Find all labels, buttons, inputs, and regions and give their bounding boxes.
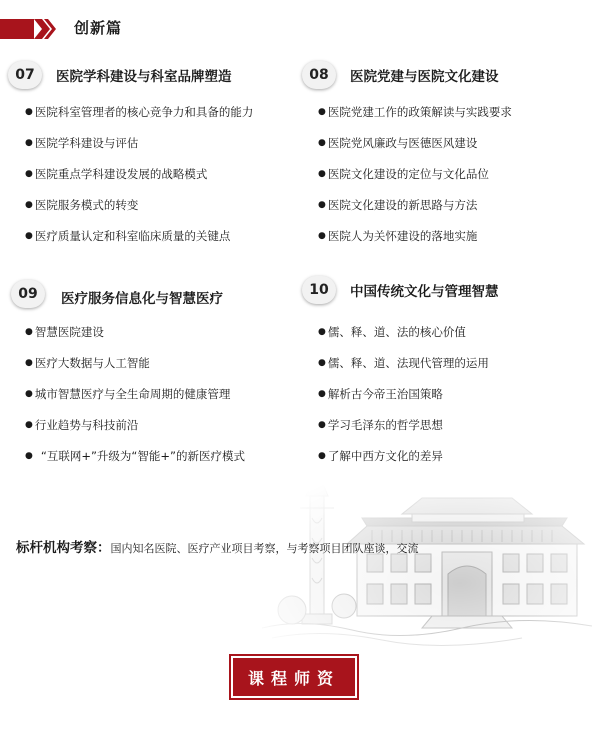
bullet-icon: ● xyxy=(318,327,326,337)
bullet-icon: ● xyxy=(25,420,33,430)
bullet-icon: ● xyxy=(318,420,326,430)
list-item: ● “互联网+”升级为“智能+”的新医疗模式 xyxy=(25,449,245,463)
list-item: ● 智慧医院建设 xyxy=(25,325,104,339)
building-illustration xyxy=(262,478,592,653)
list-item: ● 解析古今帝王治国策略 xyxy=(318,387,443,401)
list-item: ● 医疗质量认定和科室临床质量的关键点 xyxy=(25,229,231,243)
list-item: ● 儒、释、道、法的核心价值 xyxy=(318,325,466,339)
list-item: ● 医院文化建设的新思路与方法 xyxy=(318,198,478,212)
bullet-icon: ● xyxy=(25,107,33,117)
bullet-icon: ● xyxy=(25,138,33,148)
benchmark-label: 标杆机构考察： xyxy=(16,540,111,556)
bullet-icon: ● xyxy=(318,169,326,179)
bullet-icon: ● xyxy=(318,389,326,399)
list-item: ● 医院学科建设与评估 xyxy=(25,136,139,150)
bullet-icon: ● xyxy=(318,451,326,461)
list-item: ● 行业趋势与科技前沿 xyxy=(25,418,139,432)
header-chevron-bar xyxy=(0,19,58,39)
list-item: ● 城市智慧医疗与全生命周期的健康管理 xyxy=(25,387,231,401)
section-title: 医院学科建设与科室品牌塑造 xyxy=(56,69,232,85)
bullet-icon: ● xyxy=(25,169,33,179)
benchmark-text: 国内知名医院、医疗产业项目考察，与考察项目团队座谈，交流 xyxy=(110,542,419,555)
list-item: ● 学习毛泽东的哲学思想 xyxy=(318,418,443,432)
list-item: ● 医院科室管理者的核心竞争力和具备的能力 xyxy=(25,105,254,119)
bullet-icon: ● xyxy=(318,138,326,148)
bullet-icon: ● xyxy=(25,200,33,210)
section-number-badge: 09 xyxy=(11,280,45,308)
section-number-badge: 10 xyxy=(302,276,336,304)
list-item: ● 医院服务模式的转变 xyxy=(25,198,139,212)
bullet-icon: ● xyxy=(25,231,33,241)
bullet-icon: ● xyxy=(25,451,33,461)
list-item: ● 医院党建工作的政策解读与实践要求 xyxy=(318,105,512,119)
bullet-icon: ● xyxy=(318,358,326,368)
course-instructors-button[interactable]: 课程师资 xyxy=(231,656,357,698)
section-title: 医院党建与医院文化建设 xyxy=(350,69,499,85)
bullet-icon: ● xyxy=(25,358,33,368)
list-item: ● 医院重点学科建设发展的战略模式 xyxy=(25,167,208,181)
list-item: ● 医院文化建设的定位与文化品位 xyxy=(318,167,489,181)
section-number-badge: 07 xyxy=(8,61,42,89)
benchmark-line xyxy=(16,536,419,556)
list-item: ● 医疗大数据与人工智能 xyxy=(25,356,150,370)
bullet-icon: ● xyxy=(318,200,326,210)
list-item: ● 儒、释、道、法现代管理的运用 xyxy=(318,356,489,370)
list-item: ● 医院党风廉政与医德医风建设 xyxy=(318,136,478,150)
page-title: 创新篇 xyxy=(74,19,123,37)
bullet-icon: ● xyxy=(25,389,33,399)
list-item: ● 医院人为关怀建设的落地实施 xyxy=(318,229,478,243)
section-title: 中国传统文化与管理智慧 xyxy=(350,284,499,300)
section-number-badge: 08 xyxy=(302,61,336,89)
bullet-icon: ● xyxy=(25,327,33,337)
bullet-icon: ● xyxy=(318,231,326,241)
section-title: 医疗服务信息化与智慧医疗 xyxy=(61,291,223,307)
bullet-icon: ● xyxy=(318,107,326,117)
list-item: ● 了解中西方文化的差异 xyxy=(318,449,443,463)
